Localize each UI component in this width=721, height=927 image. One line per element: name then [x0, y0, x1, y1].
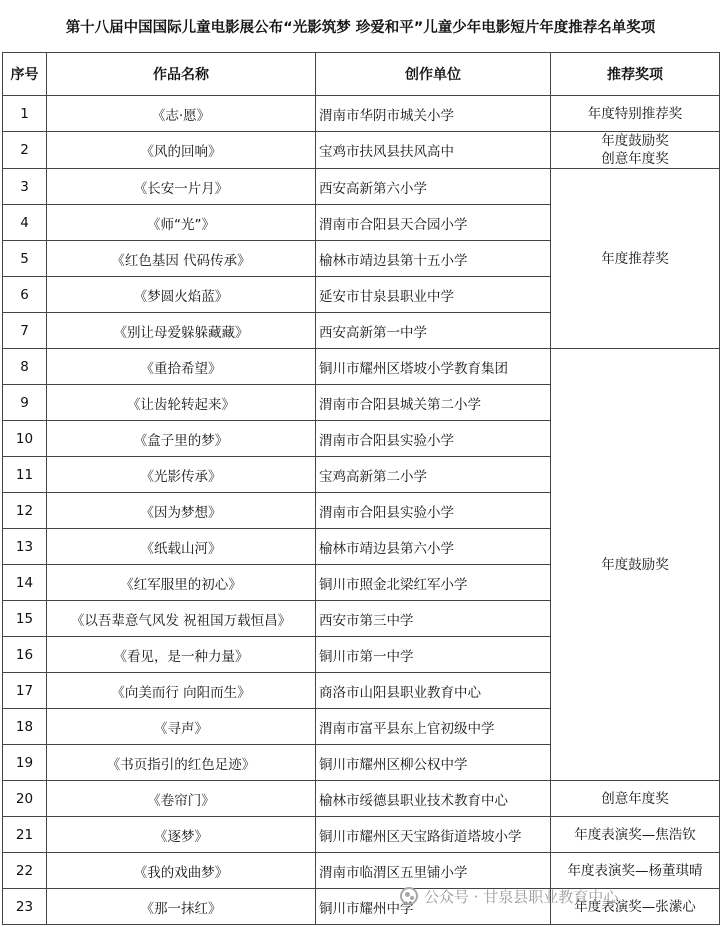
row-work: 《梦圆火焰蓝》	[47, 277, 316, 313]
row-unit: 渭南市合阳县天合园小学	[316, 205, 551, 241]
row-unit: 渭南市合阳县实验小学	[316, 421, 551, 457]
row-num: 9	[3, 385, 47, 421]
row-num: 22	[3, 853, 47, 889]
row-num: 20	[3, 781, 47, 817]
row-work: 《那一抹红》	[47, 889, 316, 925]
row-work: 《向美而行 向阳而生》	[47, 673, 316, 709]
header-work: 作品名称	[47, 53, 316, 96]
row-num: 16	[3, 637, 47, 673]
row-unit: 渭南市富平县东上官初级中学	[316, 709, 551, 745]
row-num: 23	[3, 889, 47, 925]
row-work: 《卷帘门》	[47, 781, 316, 817]
row-work: 《我的戏曲梦》	[47, 853, 316, 889]
award-encourage: 年度鼓励奖	[551, 349, 720, 781]
row-work: 《逐梦》	[47, 817, 316, 853]
row-unit: 宝鸡高新第二小学	[316, 457, 551, 493]
wechat-icon	[400, 887, 418, 905]
row-num: 4	[3, 205, 47, 241]
page-title: 第十八届中国国际儿童电影展公布“光影筑梦 珍爱和平”儿童少年电影短片年度推荐名单奖项	[65, 19, 656, 36]
row-unit: 铜川市耀州区塔坡小学教育集团	[316, 349, 551, 385]
row-num: 2	[3, 132, 47, 169]
row-unit: 铜川市耀州区天宝路街道塔坡小学	[316, 817, 551, 853]
row-work: 《寻声》	[47, 709, 316, 745]
row-num: 17	[3, 673, 47, 709]
award-performance: 年度表演奖—张潆心	[551, 889, 720, 925]
row-unit: 榆林市靖边县第六小学	[316, 529, 551, 565]
row-work: 《因为梦想》	[47, 493, 316, 529]
row-unit: 铜川市照金北梁红军小学	[316, 565, 551, 601]
row-unit: 西安市第三中学	[316, 601, 551, 637]
row-unit: 渭南市合阳县实验小学	[316, 493, 551, 529]
award-row2-line2: 创意年度奖	[601, 151, 669, 167]
award-performance: 年度表演奖—杨董琪晴	[551, 853, 720, 889]
row-work: 《以吾辈意气风发 祝祖国万载恒昌》	[47, 601, 316, 637]
row-unit: 渭南市临渭区五里铺小学	[316, 853, 551, 889]
row-num: 6	[3, 277, 47, 313]
row-num: 8	[3, 349, 47, 385]
award-row2-line1: 年度鼓励奖	[601, 133, 669, 149]
row-work: 《红色基因 代码传承》	[47, 241, 316, 277]
row-num: 12	[3, 493, 47, 529]
row-num: 1	[3, 96, 47, 132]
award-performance: 年度表演奖—焦浩钦	[551, 817, 720, 853]
table-row	[3, 132, 720, 169]
row-num: 14	[3, 565, 47, 601]
row-unit: 宝鸡市扶风县扶风高中	[316, 132, 551, 169]
watermark	[400, 885, 721, 907]
award-recommend: 年度推荐奖	[551, 169, 720, 349]
row-work: 《长安一片月》	[47, 169, 316, 205]
row-work: 《风的回响》	[47, 132, 316, 169]
award-special: 年度特别推荐奖	[551, 96, 720, 132]
table-row	[3, 817, 720, 853]
row-num: 3	[3, 169, 47, 205]
award-creative: 创意年度奖	[551, 781, 720, 817]
table-row	[3, 853, 720, 889]
table-row	[3, 96, 720, 132]
row-work: 《让齿轮转起来》	[47, 385, 316, 421]
row-unit: 渭南市合阳县城关第二小学	[316, 385, 551, 421]
table-header-row	[3, 53, 720, 96]
row-unit: 榆林市靖边县第十五小学	[316, 241, 551, 277]
header-unit: 创作单位	[316, 53, 551, 96]
row-work: 《书页指引的红色足迹》	[47, 745, 316, 781]
row-work: 《师“光”》	[47, 205, 316, 241]
header-num: 序号	[3, 53, 47, 96]
awards-table	[2, 52, 720, 925]
row-num: 11	[3, 457, 47, 493]
row-unit: 商洛市山阳县职业教育中心	[316, 673, 551, 709]
row-unit: 榆林市绥德县职业技术教育中心	[316, 781, 551, 817]
row-num: 21	[3, 817, 47, 853]
row-work: 《纸载山河》	[47, 529, 316, 565]
row-num: 15	[3, 601, 47, 637]
row-unit: 铜川市耀州中学	[316, 889, 551, 925]
row-unit: 延安市甘泉县职业中学	[316, 277, 551, 313]
header-award: 推荐奖项	[551, 53, 720, 96]
row-work: 《重拾希望》	[47, 349, 316, 385]
award-row2	[551, 132, 720, 169]
row-num: 7	[3, 313, 47, 349]
row-num: 13	[3, 529, 47, 565]
row-work: 《盒子里的梦》	[47, 421, 316, 457]
table-row	[3, 349, 720, 385]
row-work: 《看见，是一种力量》	[47, 637, 316, 673]
row-unit: 渭南市华阴市城关小学	[316, 96, 551, 132]
watermark-text: 公众号 · 甘泉县职业教育中心	[424, 887, 619, 906]
row-unit: 铜川市耀州区柳公权中学	[316, 745, 551, 781]
row-num: 5	[3, 241, 47, 277]
row-work: 《光影传承》	[47, 457, 316, 493]
row-num: 18	[3, 709, 47, 745]
table-row	[3, 781, 720, 817]
row-unit: 西安高新第一中学	[316, 313, 551, 349]
row-work: 《别让母爱躲躲藏藏》	[47, 313, 316, 349]
table-row	[3, 169, 720, 205]
row-num: 10	[3, 421, 47, 457]
row-num: 19	[3, 745, 47, 781]
row-work: 《红军服里的初心》	[47, 565, 316, 601]
row-work: 《志·愿》	[47, 96, 316, 132]
row-unit: 铜川市第一中学	[316, 637, 551, 673]
row-unit: 西安高新第六小学	[316, 169, 551, 205]
